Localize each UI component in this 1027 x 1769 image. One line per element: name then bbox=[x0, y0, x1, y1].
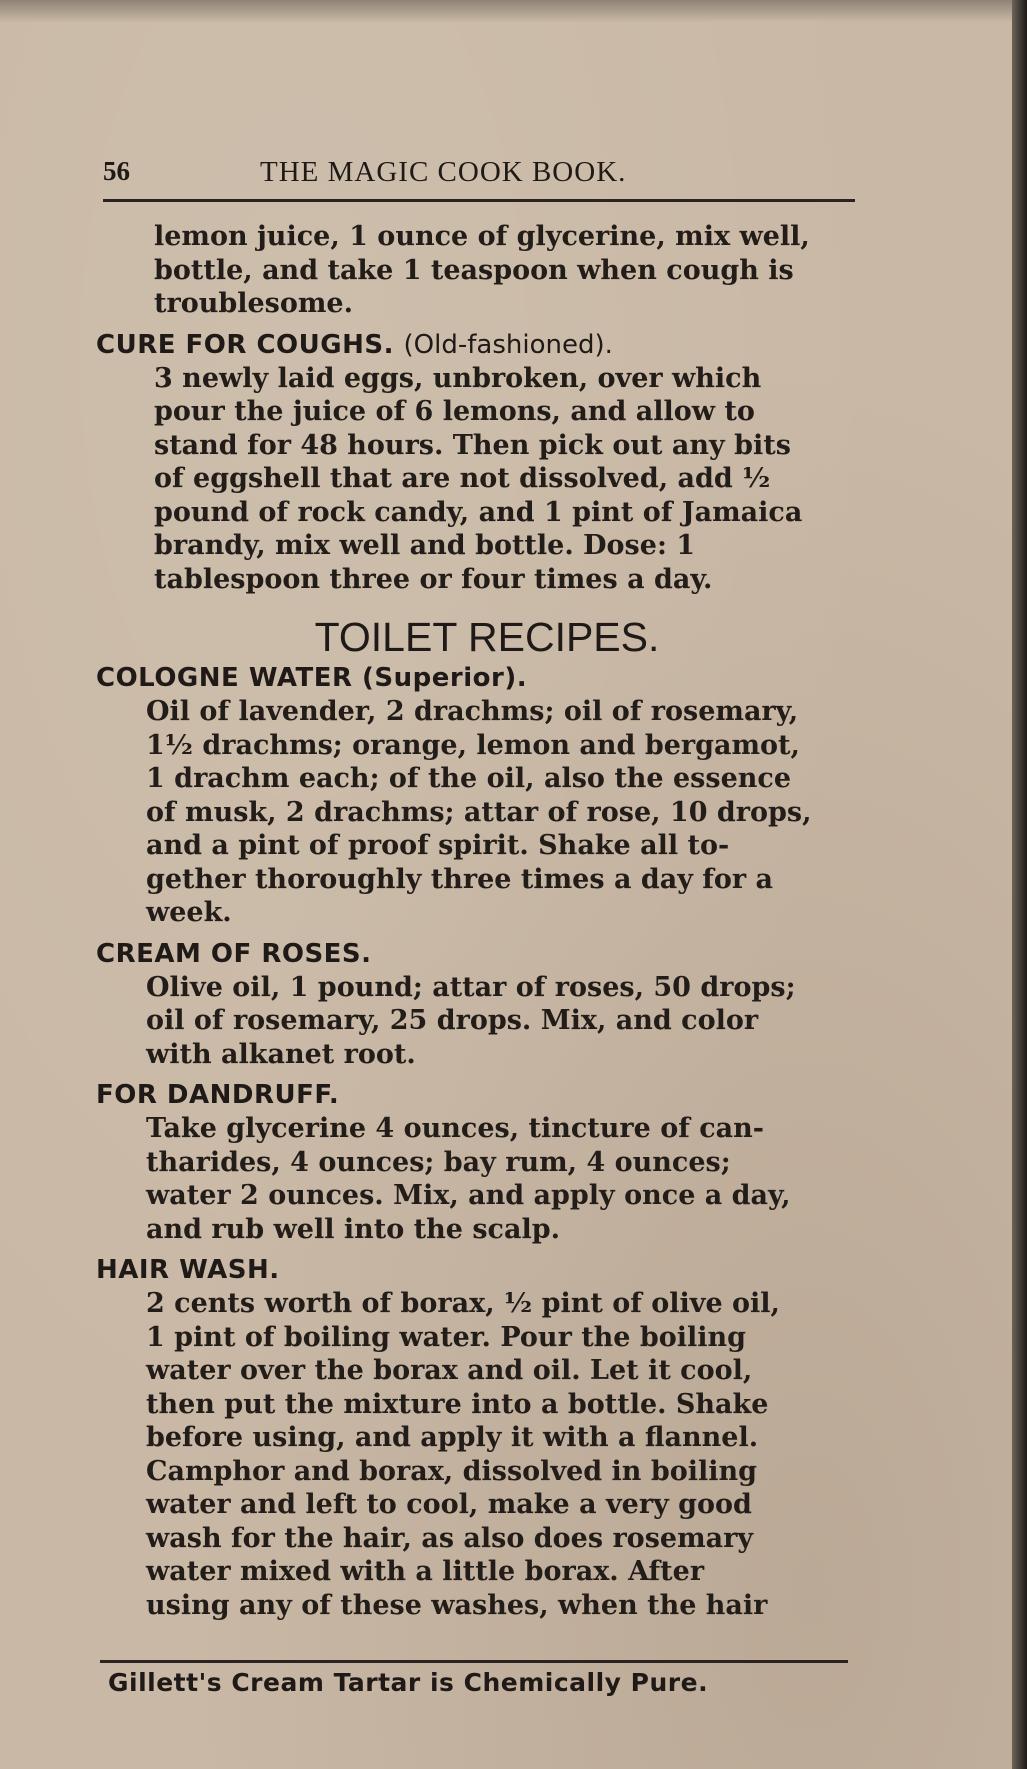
text-line: and rub well into the scalp. bbox=[146, 1213, 560, 1245]
header-rule bbox=[103, 199, 855, 202]
text-line: water over the borax and oil. Let it cool, bbox=[146, 1355, 753, 1386]
recipe-title: CURE FOR COUGHS. bbox=[96, 329, 394, 360]
text-line: water 2 ounces. Mix, and apply once a day, bbox=[146, 1180, 791, 1211]
text-line: lemon juice, 1 ounce of glycerine, mix well, bbox=[154, 221, 810, 252]
text-line: 3 newly laid eggs, unbroken, over which bbox=[154, 362, 762, 394]
text-line: then put the mixture into a bottle. Shake bbox=[146, 1388, 769, 1420]
recipe-heading bbox=[96, 938, 858, 971]
text-line: using any of these washes, when the hair bbox=[146, 1589, 768, 1621]
text-line: tablespoon three or four times a day. bbox=[154, 563, 713, 595]
text-line: tharides, 4 ounces; bay rum, 4 ounces; bbox=[146, 1146, 731, 1178]
recipe-for-dandruff bbox=[96, 1079, 858, 1246]
text-line: bottle, and take 1 teaspoon when cough is bbox=[154, 254, 794, 286]
recipe-heading bbox=[96, 662, 858, 695]
text-line: Camphor and borax, dissolved in boiling bbox=[146, 1455, 758, 1487]
text-line: gether thoroughly three times a day for a bbox=[146, 863, 774, 895]
text-line: brandy, mix well and bottle. Dose: 1 bbox=[154, 530, 696, 561]
text-line: wash for the hair, as also does rosemary bbox=[146, 1522, 754, 1554]
recipe-title: COLOGNE WATER bbox=[96, 663, 353, 693]
recipe-subtitle: (Old-fashioned). bbox=[403, 329, 613, 360]
recipe-heading bbox=[96, 1254, 858, 1287]
text-line: 1½ drachms; orange, lemon and bergamot, bbox=[146, 729, 800, 761]
text-line: and a pint of proof spirit. Shake all to- bbox=[146, 830, 730, 861]
running-head bbox=[103, 152, 858, 192]
text-line: 2 cents worth of borax, ½ pint of olive oil, bbox=[146, 1288, 780, 1319]
text-line: oil of rosemary, 25 drops. Mix, and color bbox=[146, 1005, 759, 1036]
text-line: of musk, 2 drachms; attar of rose, 10 drops, bbox=[146, 796, 812, 828]
text-line: 1 pint of boiling water. Pour the boiling bbox=[146, 1321, 747, 1353]
recipe-title: HAIR WASH. bbox=[96, 1255, 280, 1285]
footer-rule bbox=[100, 1660, 848, 1663]
text-line: water mixed with a little borax. After bbox=[146, 1556, 705, 1587]
text-line: with alkanet root. bbox=[146, 1038, 416, 1070]
text-line: Take glycerine 4 ounces, tincture of can- bbox=[146, 1113, 764, 1144]
text-line: Oil of lavender, 2 drachms; oil of rosemary, bbox=[146, 696, 799, 727]
text-line: stand for 48 hours. Then pick out any bits bbox=[154, 429, 791, 461]
recipe-cream-of-roses bbox=[96, 938, 858, 1072]
text-line: Olive oil, 1 pound; attar of roses, 50 drops; bbox=[146, 971, 796, 1003]
text-line: water and left to cool, make a very good bbox=[146, 1489, 752, 1520]
recipe-heading bbox=[96, 1079, 858, 1112]
recipe-subtitle: (Superior). bbox=[362, 663, 528, 693]
text-line: 1 drachm each; of the oil, also the essence bbox=[146, 763, 792, 794]
page-number: 56 bbox=[103, 156, 130, 186]
text-line: troublesome. bbox=[154, 288, 354, 319]
recipe-heading bbox=[96, 329, 858, 362]
book-spine-edge bbox=[1012, 0, 1027, 1769]
book-title: THE MAGIC COOK BOOK. bbox=[260, 156, 627, 188]
recipe-title: CREAM OF ROSES. bbox=[96, 938, 372, 969]
text-line: pour the juice of 6 lemons, and allow to bbox=[154, 396, 755, 427]
text-line: before using, and apply it with a flannel. bbox=[146, 1422, 759, 1453]
page-body bbox=[96, 220, 858, 1622]
text-line: pound of rock candy, and 1 pint of Jamaica bbox=[154, 496, 803, 528]
footer-advertisement: Gillett's Cream Tartar is Chemically Pure. bbox=[108, 1668, 709, 1697]
section-title: TOILET RECIPES. bbox=[314, 614, 660, 660]
recipe-hair-wash bbox=[96, 1254, 858, 1622]
text-line: week. bbox=[146, 897, 232, 928]
page-top-edge bbox=[0, 0, 1012, 22]
recipe-title: FOR DANDRUFF. bbox=[96, 1080, 340, 1110]
recipe-cologne-water bbox=[96, 662, 858, 930]
text-line: of eggshell that are not dissolved, add ½ bbox=[154, 463, 771, 494]
recipe-cure-for-coughs bbox=[96, 329, 858, 597]
continued-paragraph bbox=[96, 220, 858, 321]
